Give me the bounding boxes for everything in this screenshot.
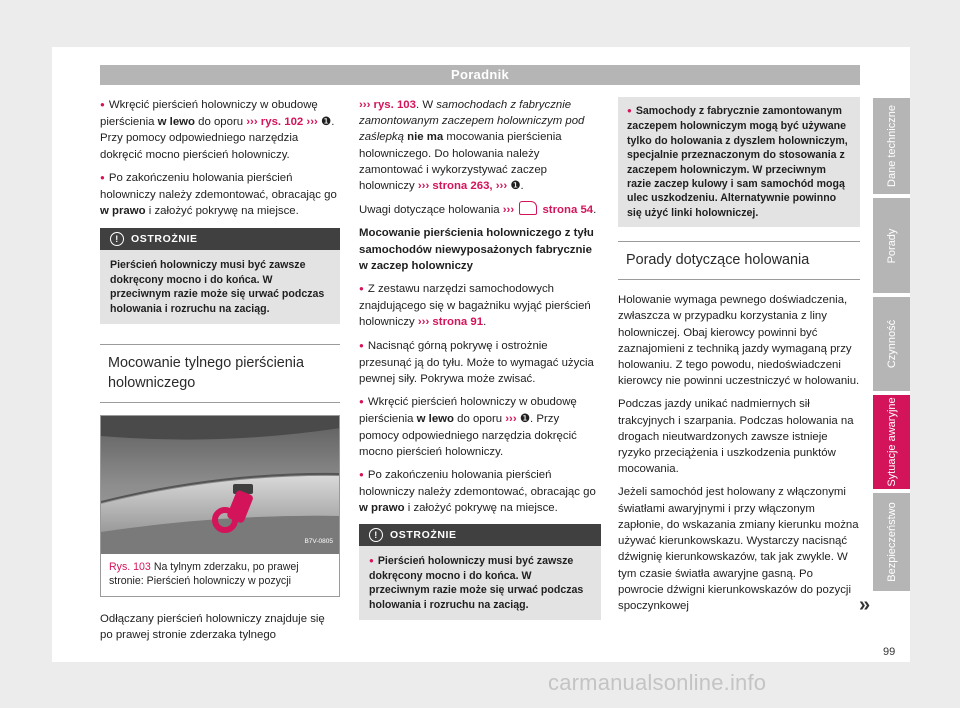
left-bullet-2: ● Po zakończeniu holowania pierścień holowniczy należy zdemontować, obracając go w prawo i założyć pokrywę na miejsce. <box>100 170 340 220</box>
right-paragraph-2: Podczas jazdy unikać nadmiernych sił trakcyjnych i szarpania. Podczas holowania na drogach nieutwardzonych zawsze istnieje ryzyko przeciążenia i uszkodzenia punktów mocowania. <box>618 398 854 476</box>
link-page-54[interactable]: strona 54 <box>542 204 594 217</box>
warning-ref-icon: ❶ <box>320 116 332 129</box>
caution-box: ! OSTROŻNIE Pierścień holowniczy musi być zawsze dokręcony mocno i do końca. W przeciwnym razie może się urwać podczas holowania i rozruchu na zaciąg. <box>100 228 340 324</box>
caution-icon: ! <box>369 528 383 542</box>
right-paragraph-3: Jeżeli samochód jest holowany z włączonymi światłami awaryjnymi i przy włączonym zapłonie, do wskazania zmiany kierunku można używać kierunkowskazu. Wystarczy nacisnąć dźwignię kierunkowskazów, tak jak zwykle. W tym czasie światła awaryjne gasną. Po powrocie dźwigni kierunkowskazów do pozycji spoczynkowej <box>618 486 859 612</box>
caution-text: ● Pierścień holowniczy musi być zawsze dokręcony mocno i do końca. W przeciwnym razie może się urwać podczas holowania i rozruchu na zaciąg. <box>359 546 601 621</box>
right-column <box>618 97 860 621</box>
figure-103 <box>100 415 340 597</box>
watermark: carmanualsonline.info <box>548 670 767 695</box>
tow-ring-illustration <box>101 416 339 554</box>
right-paragraph-1: Holowanie wymaga pewnego doświadczenia, zwłaszcza w przypadku korzystania z liny holowniczej. Obaj kierowcy powinni być zaznajomieni z techniką jazdy wymaganą przy holowaniu. Z tego powodu, niedoświadczeni kierowcy nie powinni uczestniczyć w holowaniu. <box>618 294 860 388</box>
caution-box-2: ! OSTROŻNIE ● Pierścień holowniczy musi być zawsze dokręcony mocno i do końca. W przeciwnym razie może się urwać podczas holowania i rozruchu na zaciąg. <box>359 524 601 621</box>
page-header: Poradnik <box>100 65 860 85</box>
tab-sytuacje-awaryjne[interactable]: Sytuacje awaryjne <box>873 395 910 489</box>
warning-ref-icon: ❶ <box>510 180 521 193</box>
left-paragraph: Odłączany pierścień holowniczy znajduje się po prawej stronie zderzaka tylnego <box>100 613 325 642</box>
middle-paragraph-1: ››› rys. 103. W samochodach z fabrycznie zamontowanym zaczepem holowniczym pod zaślepką nie ma mocowania pierścienia holowniczego. Do holowania należy zamontować i wykorzystywać zaczep holowniczy ››› strona 263, ››› ❶. <box>359 99 585 193</box>
middle-bullet-4: ● Po zakończeniu holowania pierścień holowniczy należy zdemontować, obracając go w prawo i założyć pokrywę na miejsce. <box>359 467 601 517</box>
tab-dane-techniczne[interactable]: Dane techniczne <box>873 98 910 194</box>
link-page-263[interactable]: ››› strona 263 <box>417 180 490 193</box>
link-fig-103[interactable]: ››› rys. 103 <box>359 99 416 111</box>
tab-porady[interactable]: Porady <box>873 198 910 293</box>
figure-caption: Rys. 103 Na tylnym zderzaku, po prawej stronie: Pierścień holowniczy w pozycji <box>109 561 299 588</box>
tow-ring-photo <box>101 416 339 554</box>
subheading: Mocowanie pierścienia holowniczego z tyłu samochodów niewyposażonych fabrycznie w zaczep holowniczy <box>359 227 594 272</box>
continue-arrow-icon[interactable]: » <box>859 594 871 616</box>
caution-text: Pierścień holowniczy musi być zawsze dokręcony mocno i do końca. W przeciwnym razie może się urwać podczas holowania i rozruchu na zaciąg. <box>110 259 325 315</box>
middle-bullet-3: ● Wkręcić pierścień holowniczy w obudowę pierścienia w lewo do oporu ››› ❶. Przy pomocy odpowiedniego narzędzia dokręcić mocno pierścień holowniczy. <box>359 394 601 460</box>
caution-icon: ! <box>110 232 124 246</box>
info-box: ● Samochody z fabrycznie zamontowanym zaczepem holowniczym mogą być używane tylko do holowania z dyszlem holowniczym, specjalnie przeznaczonym do stosowania z zaczepem holowniczym. W przeciwnym razie zaczep kulowy i sam samochód mogą ulec uszkodzeniu. Alternatywnie powinno się użyć linki holowniczej. <box>618 97 860 227</box>
tab-bezpieczenstwo[interactable]: Bezpieczeństwo <box>873 493 910 591</box>
middle-column <box>359 97 601 620</box>
figure-code: B7V-0805 <box>304 537 333 545</box>
middle-bullet-2: ● Nacisnąć górną pokrywę i ostrożnie przesunąć ją do tyłu. Może to wymagać użycia pewnej siły. Pokrywa może zwisać. <box>359 338 601 388</box>
middle-bullet-1: ● Z zestawu narzędzi samochodowych znajdującego się w bagażniku wyjąć pierścień holowniczy ››› strona 91. <box>359 281 601 331</box>
car-manual-icon <box>519 201 537 215</box>
link-fig-102[interactable]: ››› rys. 102 <box>246 116 304 129</box>
left-column <box>100 97 340 650</box>
link-page-91[interactable]: ››› strona 91 <box>417 316 484 329</box>
tab-czynnosc[interactable]: Czynność <box>873 297 910 391</box>
figure-label: Rys. 103 <box>109 561 151 574</box>
section-title: Mocowanie tylnego pierścienia holowniczego <box>100 344 340 403</box>
middle-paragraph-2: Uwagi dotyczące holowania ››› strona 54. <box>359 201 601 218</box>
left-bullet-1: ● Wkręcić pierścień holowniczy w obudowę pierścienia w lewo do oporu ››› rys. 102 ››› ❶. Przy pomocy odpowiedniego narzędzia dokręcić mocno pierścień holowniczy. <box>100 97 340 163</box>
section-title-2: Porady dotyczące holowania <box>618 241 860 280</box>
warning-ref-icon: ❶ <box>519 413 531 426</box>
page-number: 99 <box>883 646 896 658</box>
